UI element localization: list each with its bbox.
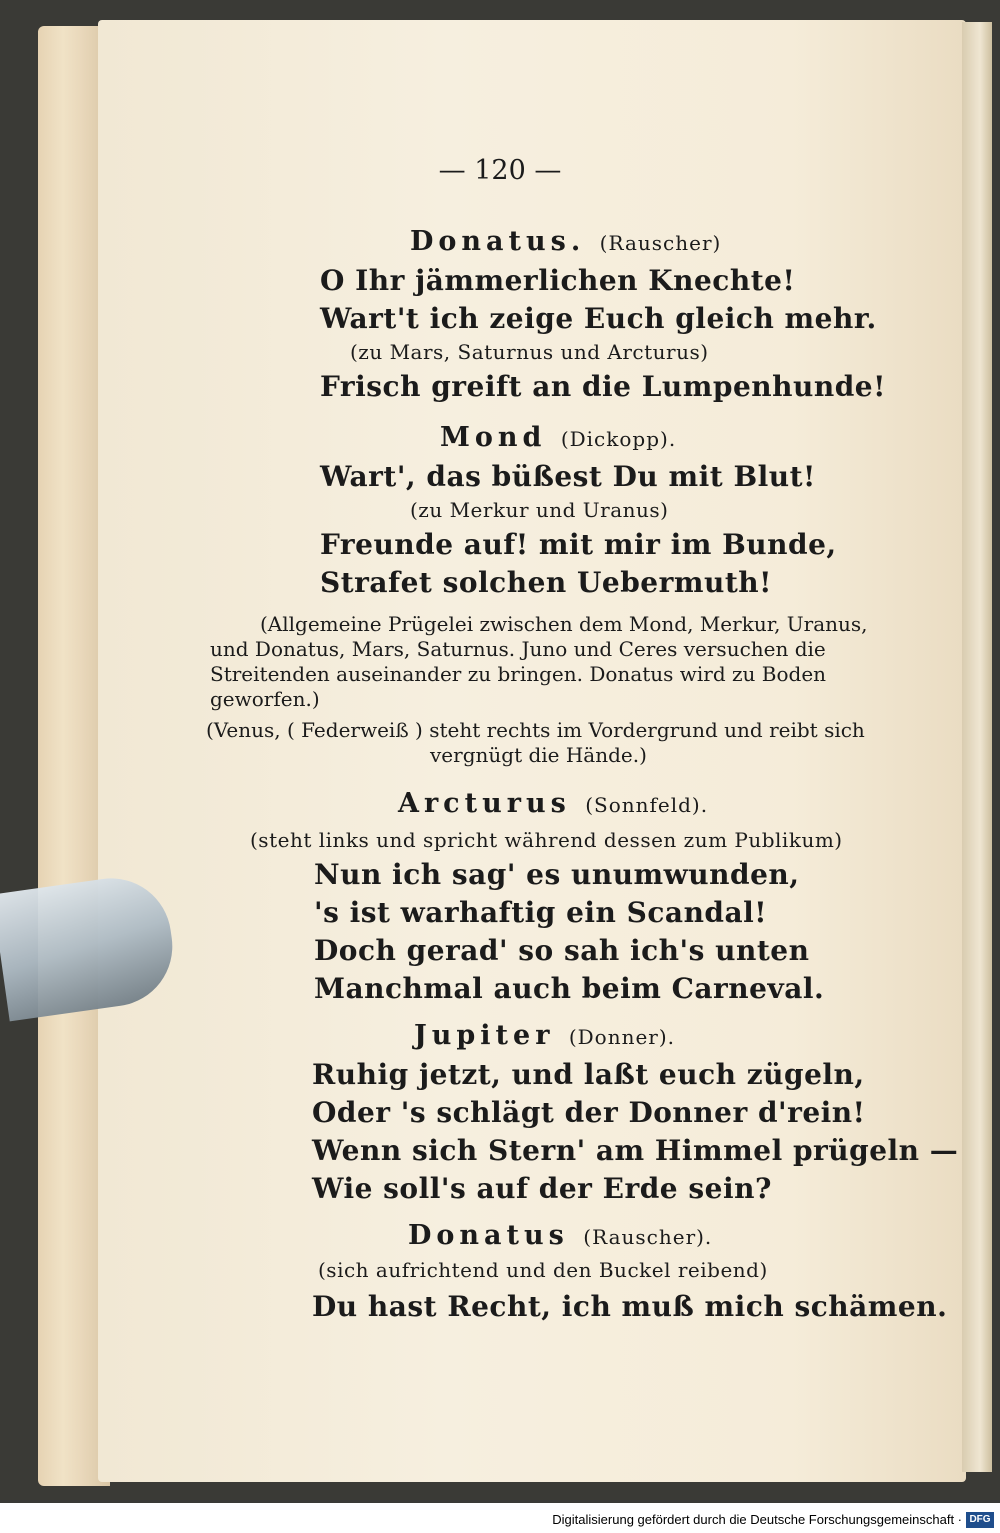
stage-direction: (zu Merkur und Uranus) (410, 498, 669, 522)
stage-direction-line: (Allgemeine Prügelei zwischen dem Mond, Merkur, Uranus, (260, 612, 868, 636)
speaker-name: Mond (440, 422, 547, 453)
speaker-actor: (Rauscher). (583, 1225, 713, 1249)
verse-line: Freunde auf! mit mir im Bunde, (320, 528, 837, 561)
verse-line: Strafet solchen Uebermuth! (320, 566, 772, 599)
speaker-actor: (Donner). (568, 1025, 676, 1049)
page-number: — 120 — (438, 155, 562, 186)
facing-page-edge (962, 22, 992, 1472)
verse-line: Ruhig jetzt, und laßt euch zügeln, (312, 1058, 865, 1091)
verse-line: Doch gerad' so sah ich's unten (314, 934, 810, 967)
speaker-name: Donatus. (410, 226, 586, 257)
stage-direction-line: geworfen.) (210, 687, 320, 711)
verse-line: Du hast Recht, ich muß mich schämen. (312, 1290, 948, 1323)
verse-line: Manchmal auch beim Carneval. (314, 972, 825, 1005)
stage-direction: (steht links und spricht während dessen zum Publikum) (250, 828, 843, 852)
dfg-logo: DFG (966, 1512, 994, 1528)
speaker-actor: (Rauscher) (599, 231, 722, 255)
speaker-name: Jupiter (414, 1020, 555, 1051)
verse-line: Wart't ich zeige Euch gleich mehr. (320, 302, 877, 335)
footer-credit: Digitalisierung gefördert durch die Deutsche Forschungsgemeinschaft · (552, 1512, 962, 1527)
digitization-footer (0, 1503, 1000, 1533)
verse-line: 's ist warhaftig ein Scandal! (314, 896, 768, 929)
stage-direction-line: Streitenden auseinander zu bringen. Donatus wird zu Boden (210, 662, 827, 686)
speaker-actor: (Sonnfeld). (585, 793, 709, 817)
verse-line: Wenn sich Stern' am Himmel prügeln — (312, 1134, 959, 1167)
speaker-jupiter (414, 1020, 675, 1051)
verse-line: Oder 's schlägt der Donner d'rein! (312, 1096, 866, 1129)
verse-line: Frisch greift an die Lumpenhunde! (320, 370, 886, 403)
speaker-mond (440, 422, 676, 453)
stage-direction-line: vergnügt die Hände.) (430, 743, 647, 767)
speaker-actor: (Dickopp). (560, 427, 677, 451)
speaker-donatus (410, 226, 721, 257)
stage-direction-line: und Donatus, Mars, Saturnus. Juno und Ceres versuchen die (210, 637, 826, 661)
verse-line: O Ihr jämmerlichen Knechte! (320, 264, 796, 297)
verse-line: Wie soll's auf der Erde sein? (312, 1172, 772, 1205)
speaker-donatus (408, 1220, 712, 1251)
speaker-name: Arcturus (398, 788, 571, 819)
stage-direction: (zu Mars, Saturnus und Arcturus) (350, 340, 709, 364)
speaker-arcturus (398, 788, 708, 819)
stage-direction: (sich aufrichtend und den Buckel reibend) (318, 1258, 768, 1282)
stage-direction-line: (Venus, ( Federweiß ) steht rechts im Vordergrund und reibt sich (206, 718, 865, 742)
verse-line: Nun ich sag' es unumwunden, (314, 858, 800, 891)
speaker-name: Donatus (408, 1220, 569, 1251)
verse-line: Wart', das büßest Du mit Blut! (320, 460, 816, 493)
